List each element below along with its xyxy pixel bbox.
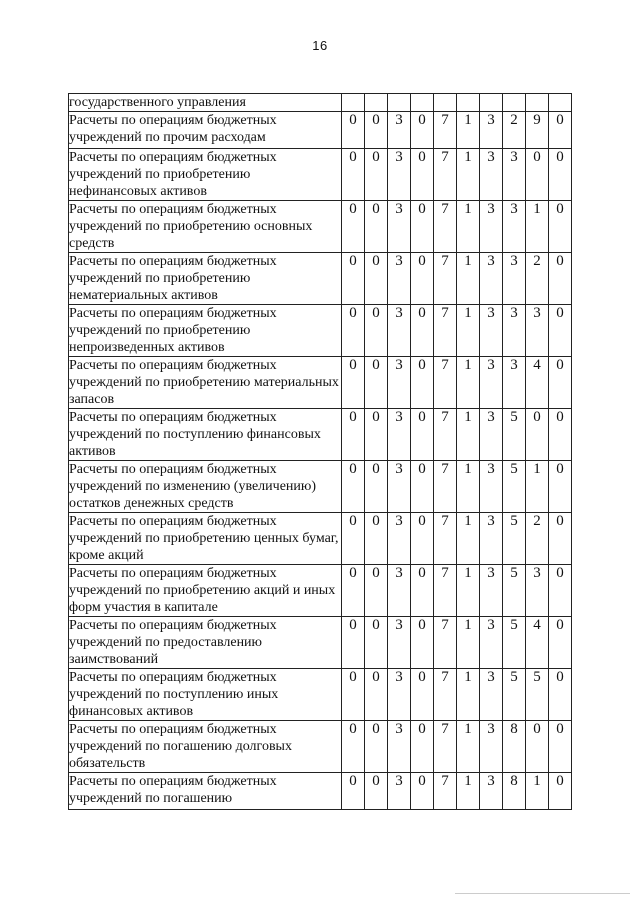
code-digit: 3 [388,305,411,357]
table-row [69,305,572,357]
row-name: Расчеты по операциям бюджетных учреждений по приобретению акций и иных форм участия в капитале [69,565,342,617]
code-digit: 0 [549,409,572,461]
code-digit: 1 [457,201,480,253]
code-digit: 0 [365,513,388,565]
code-digit: 0 [342,149,365,201]
row-name: Расчеты по операциям бюджетных учреждений по погашению [69,773,342,810]
code-digit: 3 [526,565,549,617]
code-digit: 3 [480,357,503,409]
code-digit: 0 [342,773,365,810]
code-digit: 3 [388,617,411,669]
row-name: Расчеты по операциям бюджетных учреждений по погашению долговых обязательств [69,721,342,773]
code-digit: 0 [411,409,434,461]
code-digit: 0 [342,357,365,409]
code-digit: 2 [526,253,549,305]
code-digit: 3 [480,513,503,565]
code-digit: 0 [342,305,365,357]
code-digit: 3 [388,773,411,810]
code-digit [342,94,365,112]
code-digit: 1 [457,461,480,513]
code-digit: 0 [365,253,388,305]
code-digit: 3 [388,201,411,253]
code-digit: 0 [411,201,434,253]
page-edge-line [455,893,630,894]
code-digit: 5 [503,669,526,721]
code-digit: 8 [503,773,526,810]
row-name: Расчеты по операциям бюджетных учреждений по приобретению материальных запасов [69,357,342,409]
code-digit: 0 [526,149,549,201]
code-digit: 0 [365,149,388,201]
table-row [69,149,572,201]
code-digit: 0 [411,617,434,669]
code-digit: 3 [480,112,503,149]
code-digit: 3 [480,565,503,617]
table-row [69,617,572,669]
code-digit: 0 [549,149,572,201]
code-digit: 7 [434,149,457,201]
code-digit: 1 [526,773,549,810]
code-digit: 0 [411,461,434,513]
code-digit: 2 [503,112,526,149]
table-row [69,513,572,565]
row-name: Расчеты по операциям бюджетных учреждений по приобретению непроизведенных активов [69,305,342,357]
table-row [69,669,572,721]
code-digit: 7 [434,305,457,357]
code-digit: 3 [480,461,503,513]
code-digit: 0 [549,513,572,565]
code-digit: 0 [365,409,388,461]
code-digit: 3 [503,305,526,357]
code-digit: 1 [526,201,549,253]
code-digit: 0 [365,617,388,669]
code-digit: 7 [434,513,457,565]
table-row [69,721,572,773]
code-digit: 7 [434,201,457,253]
code-digit: 3 [388,357,411,409]
code-digit: 0 [549,565,572,617]
code-digit: 0 [549,617,572,669]
table-row [69,253,572,305]
row-name: Расчеты по операциям бюджетных учреждений по прочим расходам [69,112,342,149]
code-digit: 7 [434,773,457,810]
table-row-continuation [69,94,572,112]
code-digit [434,94,457,112]
code-digit: 7 [434,617,457,669]
code-digit: 2 [526,513,549,565]
code-digit: 0 [365,461,388,513]
code-digit [503,94,526,112]
code-digit: 3 [503,149,526,201]
code-digit: 0 [549,461,572,513]
code-digit: 1 [526,461,549,513]
code-digit: 0 [411,357,434,409]
code-digit: 0 [549,253,572,305]
table-row [69,461,572,513]
code-digit: 0 [342,201,365,253]
code-digit: 0 [342,721,365,773]
code-digit: 5 [503,461,526,513]
code-digit: 7 [434,409,457,461]
code-digit: 1 [457,357,480,409]
code-digit: 1 [457,721,480,773]
row-name-continuation: государственного управления [69,94,342,112]
table-row [69,201,572,253]
code-digit: 5 [503,409,526,461]
code-digit: 3 [388,669,411,721]
code-digit: 0 [411,112,434,149]
code-digit: 0 [342,461,365,513]
code-digit: 7 [434,669,457,721]
code-digit: 1 [457,773,480,810]
code-digit: 0 [365,305,388,357]
code-digit: 0 [549,721,572,773]
code-digit: 0 [365,721,388,773]
code-digit: 0 [549,201,572,253]
code-digit: 0 [342,565,365,617]
code-digit: 0 [411,773,434,810]
table-row [69,773,572,810]
row-name: Расчеты по операциям бюджетных учреждений по изменению (увеличению) остатков денежных средств [69,461,342,513]
code-digit: 0 [365,773,388,810]
code-digit [365,94,388,112]
code-digit: 0 [342,253,365,305]
code-digit: 5 [526,669,549,721]
code-digit: 7 [434,721,457,773]
code-digit [526,94,549,112]
code-digit: 3 [388,721,411,773]
row-name: Расчеты по операциям бюджетных учреждений по предоставлению заимствований [69,617,342,669]
code-digit: 0 [526,721,549,773]
code-digit: 3 [480,669,503,721]
code-digit: 3 [526,305,549,357]
code-digit: 1 [457,513,480,565]
code-digit: 0 [365,565,388,617]
code-digit: 3 [480,617,503,669]
code-digit: 0 [411,565,434,617]
code-digit: 3 [388,149,411,201]
code-digit [457,94,480,112]
code-digit: 0 [526,409,549,461]
code-digit: 0 [342,112,365,149]
code-digit [388,94,411,112]
code-digit: 7 [434,357,457,409]
code-digit: 1 [457,617,480,669]
code-digit: 4 [526,617,549,669]
code-digit: 0 [411,305,434,357]
code-digit: 0 [365,357,388,409]
code-digit: 0 [549,112,572,149]
code-digit: 0 [411,513,434,565]
code-digit: 1 [457,305,480,357]
row-name: Расчеты по операциям бюджетных учреждений по приобретению основных средств [69,201,342,253]
code-digit: 1 [457,565,480,617]
code-digit: 0 [365,201,388,253]
code-digit: 0 [411,149,434,201]
code-digit: 0 [365,112,388,149]
code-digit: 3 [388,253,411,305]
code-digit: 7 [434,253,457,305]
code-digit: 5 [503,617,526,669]
row-name: Расчеты по операциям бюджетных учреждений по приобретению нефинансовых активов [69,149,342,201]
code-digit: 0 [365,669,388,721]
code-digit: 3 [503,201,526,253]
code-digit: 7 [434,565,457,617]
code-digit: 7 [434,461,457,513]
code-digit: 5 [503,513,526,565]
code-digit: 0 [411,669,434,721]
code-digit: 5 [503,565,526,617]
code-digit: 3 [480,305,503,357]
row-name: Расчеты по операциям бюджетных учреждений по приобретению ценных бумаг, кроме акций [69,513,342,565]
code-digit: 3 [480,149,503,201]
code-digit: 0 [342,513,365,565]
table-row [69,112,572,149]
code-digit: 3 [388,513,411,565]
table-row [69,565,572,617]
code-digit: 0 [549,357,572,409]
code-digit: 1 [457,253,480,305]
code-digit: 0 [342,669,365,721]
row-name: Расчеты по операциям бюджетных учреждений по поступлению иных финансовых активов [69,669,342,721]
code-digit: 0 [549,305,572,357]
code-digit: 0 [549,669,572,721]
code-digit: 3 [480,773,503,810]
code-digit: 1 [457,669,480,721]
code-digit: 3 [388,112,411,149]
code-digit [480,94,503,112]
code-digit: 3 [388,461,411,513]
code-digit: 7 [434,112,457,149]
account-codes-table [68,93,572,810]
code-digit: 3 [480,201,503,253]
code-digit: 3 [388,409,411,461]
code-digit: 0 [342,617,365,669]
code-digit: 3 [480,409,503,461]
code-digit [411,94,434,112]
code-digit: 8 [503,721,526,773]
code-digit: 0 [342,409,365,461]
code-digit [549,94,572,112]
code-digit: 0 [549,773,572,810]
table-row [69,409,572,461]
code-digit: 3 [480,253,503,305]
code-digit: 4 [526,357,549,409]
table-body [69,94,572,810]
row-name: Расчеты по операциям бюджетных учреждений по приобретению нематериальных активов [69,253,342,305]
code-digit: 3 [503,357,526,409]
code-digit: 3 [503,253,526,305]
code-digit: 1 [457,409,480,461]
code-digit: 3 [388,565,411,617]
code-digit: 9 [526,112,549,149]
code-digit: 0 [411,253,434,305]
table-row [69,357,572,409]
code-digit: 1 [457,149,480,201]
page-number: 16 [312,38,328,53]
code-digit: 1 [457,112,480,149]
code-digit: 0 [411,721,434,773]
row-name: Расчеты по операциям бюджетных учреждений по поступлению финансовых активов [69,409,342,461]
code-digit: 3 [480,721,503,773]
